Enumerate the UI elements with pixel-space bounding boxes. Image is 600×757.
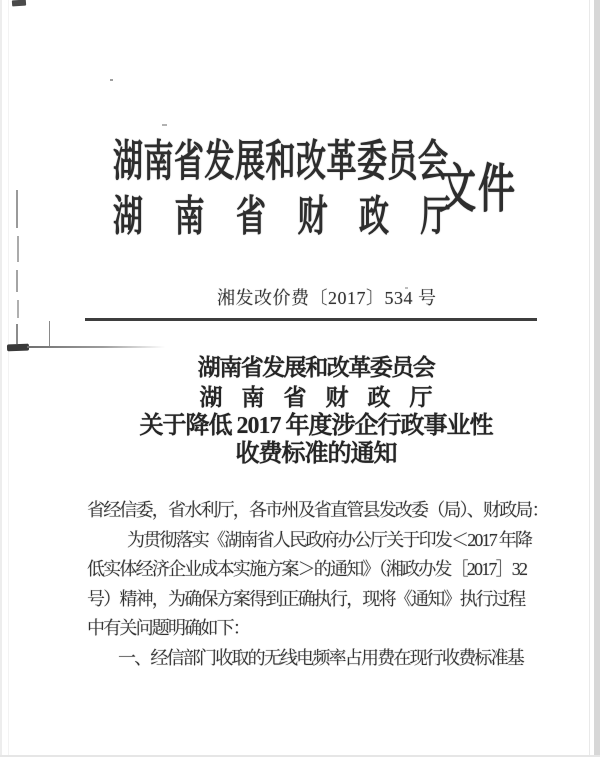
body-item-one-line: 一、经信部门收取的无线电频率占用费在现行收费标准基: [118, 647, 523, 668]
scan-mark-top-left: [12, 0, 26, 6]
letterhead-agency-line1: 湖南省发展和改革委员会: [113, 138, 449, 186]
body-salutation-line: 省经信委，省水利厅，各市州及省直管县发改委（局）、财政局：: [87, 500, 548, 520]
letterhead-doc-type: 文件: [439, 161, 517, 220]
body-line: 中有关问题明确如下：: [87, 618, 249, 638]
scan-dash-artifact: [16, 190, 18, 228]
scan-smudge-blob: [7, 344, 29, 352]
scan-edge-right: [594, 0, 600, 757]
scan-dash-artifact: [17, 236, 19, 262]
body-line: 为贯彻落实《湖南省人民政府办公厅关于印发＜2017 年降: [127, 529, 532, 550]
scan-speck: [110, 79, 113, 81]
doc-number: 湘发改价费〔2017〕534 号: [217, 288, 437, 308]
scan-line-artifact: [49, 321, 50, 347]
title-line3: 关于降低 2017 年度涉企行政事业性: [139, 413, 493, 439]
scan-dash-artifact: [16, 324, 18, 344]
scan-dash-artifact: [17, 300, 19, 318]
letterhead-agency-line2-text: 湖南省财政厅: [113, 194, 482, 241]
scan-smudge-line: [27, 346, 165, 348]
scan-speck: [162, 124, 167, 126]
letterhead-rule: [85, 318, 537, 321]
body-line: 号）精神，为确保方案得到正确执行，现将《通知》执行过程: [87, 588, 525, 609]
title-line4: 收费标准的通知: [235, 441, 397, 467]
title-line2-text: 湖南省财政厅: [199, 385, 452, 410]
document-body: [87, 496, 557, 673]
title-line1: 湖南省发展和改革委员会: [197, 355, 435, 380]
scan-edge-left-line: [8, 0, 9, 757]
letterhead-agency-line2: [113, 194, 482, 241]
body-line: 低实体经济企业成本实施方案＞的通知》（湘政办发［2017］32: [87, 559, 527, 579]
scan-dash-artifact: [16, 270, 18, 292]
scan-edge-right-line: [589, 0, 590, 757]
scan-edge-left: [0, 0, 2, 757]
